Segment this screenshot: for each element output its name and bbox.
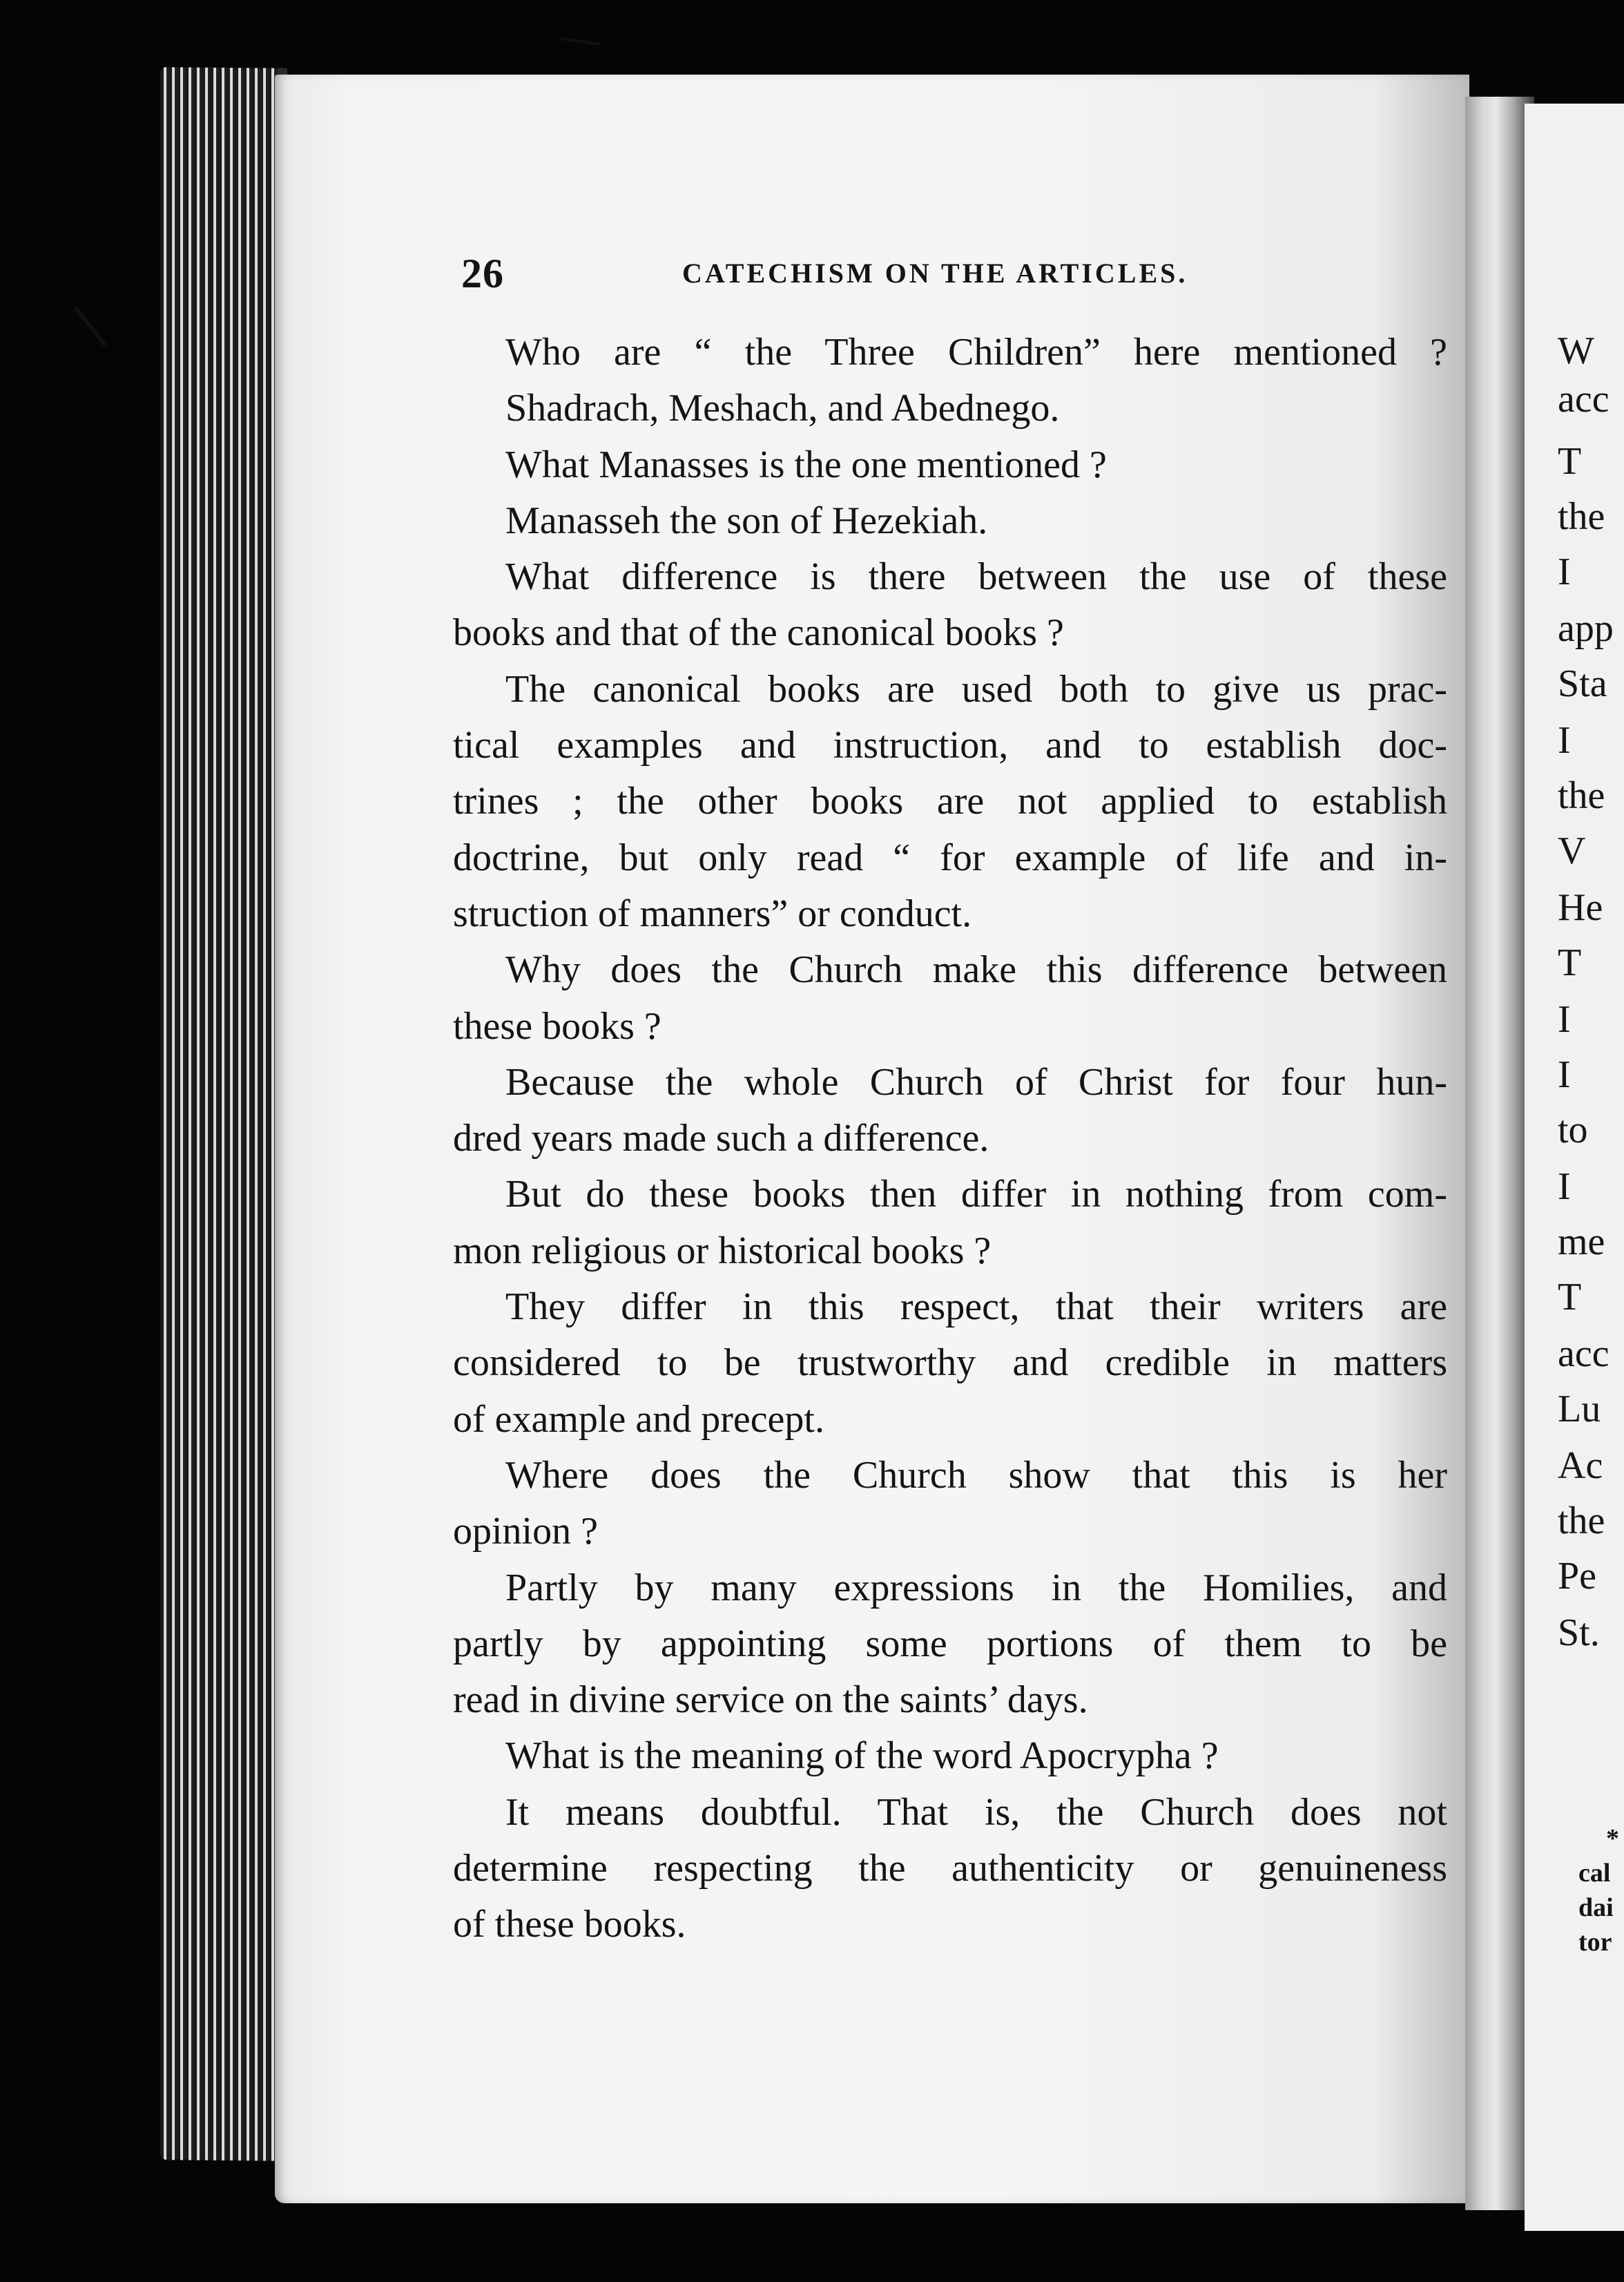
footnote-fragment: * bbox=[1606, 1824, 1619, 1853]
scan-mark bbox=[559, 37, 601, 46]
text-line: What is the meaning of the word Apocrypha ? bbox=[505, 1734, 1219, 1778]
text-line: of these books. bbox=[453, 1903, 686, 1946]
text-line: considered to be trustworthy and credible in matters bbox=[453, 1341, 1447, 1385]
text-line: What Manasses is the one mentioned ? bbox=[505, 443, 1107, 486]
text-line: of example and precept. bbox=[453, 1397, 824, 1441]
text-line: books and that of the canonical books ? bbox=[453, 611, 1064, 655]
right-line: T bbox=[1558, 440, 1582, 483]
right-line: I bbox=[1558, 1053, 1571, 1096]
right-line: Lu bbox=[1558, 1388, 1601, 1430]
text-line: doctrine, but only read “ for example of life and in- bbox=[453, 836, 1447, 879]
footnote-fragment: tor bbox=[1578, 1928, 1612, 1957]
text-line: Partly by many expressions in the Homilies, and bbox=[505, 1566, 1447, 1609]
right-line: the bbox=[1558, 495, 1605, 538]
right-page-fragment bbox=[1525, 104, 1624, 2231]
right-line: I bbox=[1558, 719, 1571, 762]
right-line: to bbox=[1558, 1109, 1588, 1151]
text-line: dred years made such a difference. bbox=[453, 1117, 989, 1160]
text-line: The canonical books are used both to give us prac- bbox=[505, 667, 1447, 711]
right-line: acc bbox=[1558, 378, 1610, 421]
footnote-fragment: cal bbox=[1578, 1859, 1611, 1888]
right-line: Pe bbox=[1558, 1555, 1596, 1598]
text-line: Shadrach, Meshach, and Abednego. bbox=[505, 387, 1060, 430]
right-line: I bbox=[1558, 998, 1571, 1041]
text-line: determine respecting the authenticity or genuineness bbox=[453, 1847, 1447, 1890]
text-line: It means doubtful. That is, the Church does not bbox=[505, 1790, 1447, 1834]
text-line: But do these books then differ in nothing from com- bbox=[505, 1173, 1447, 1216]
right-line: T bbox=[1558, 941, 1582, 984]
text-line: Why does the Church make this difference between bbox=[505, 948, 1447, 992]
text-line: opinion ? bbox=[453, 1510, 598, 1553]
text-line: partly by appointing some portions of them to be bbox=[453, 1622, 1447, 1665]
right-line: Sta bbox=[1558, 662, 1607, 705]
right-line: St. bbox=[1558, 1611, 1600, 1654]
page-number: 26 bbox=[461, 251, 504, 296]
text-line: Manasseh the son of Hezekiah. bbox=[505, 499, 988, 542]
right-line: app bbox=[1558, 607, 1614, 650]
right-line: I bbox=[1558, 1165, 1571, 1208]
scan-mark bbox=[74, 307, 107, 347]
body-text bbox=[453, 325, 1447, 1953]
text-line: They differ in this respect, that their writers are bbox=[505, 1285, 1447, 1329]
right-line: W bbox=[1558, 329, 1594, 372]
right-line: acc bbox=[1558, 1332, 1610, 1375]
footnote-fragment: dai bbox=[1578, 1893, 1614, 1922]
text-line: Where does the Church show that this is her bbox=[505, 1453, 1447, 1497]
running-head bbox=[461, 250, 1456, 298]
text-line: tical examples and instruction, and to establish doc- bbox=[453, 724, 1447, 767]
running-head-title: CATECHISM ON THE ARTICLES. bbox=[682, 258, 1188, 289]
right-line: the bbox=[1558, 774, 1605, 817]
text-line: trines ; the other books are not applied to establish bbox=[453, 780, 1447, 823]
right-line: I bbox=[1558, 550, 1571, 593]
right-line: He bbox=[1558, 886, 1603, 929]
text-line: mon religious or historical books ? bbox=[453, 1229, 992, 1272]
text-line: What difference is there between the use of these bbox=[505, 555, 1447, 599]
book-gutter bbox=[1465, 97, 1534, 2210]
right-line: T bbox=[1558, 1276, 1582, 1319]
right-line: the bbox=[1558, 1499, 1605, 1542]
text-line: these books ? bbox=[453, 1004, 661, 1048]
text-line: Who are “ the Three Children” here mentioned ? bbox=[505, 331, 1447, 374]
right-line: V bbox=[1558, 830, 1586, 872]
right-line: Ac bbox=[1558, 1444, 1603, 1487]
right-line: me bbox=[1558, 1220, 1605, 1263]
text-line: Because the whole Church of Christ for four hun- bbox=[505, 1060, 1447, 1104]
book-page-edges bbox=[160, 67, 284, 2161]
text-line: read in divine service on the saints’ days. bbox=[453, 1678, 1088, 1722]
text-line: struction of manners” or conduct. bbox=[453, 892, 972, 935]
